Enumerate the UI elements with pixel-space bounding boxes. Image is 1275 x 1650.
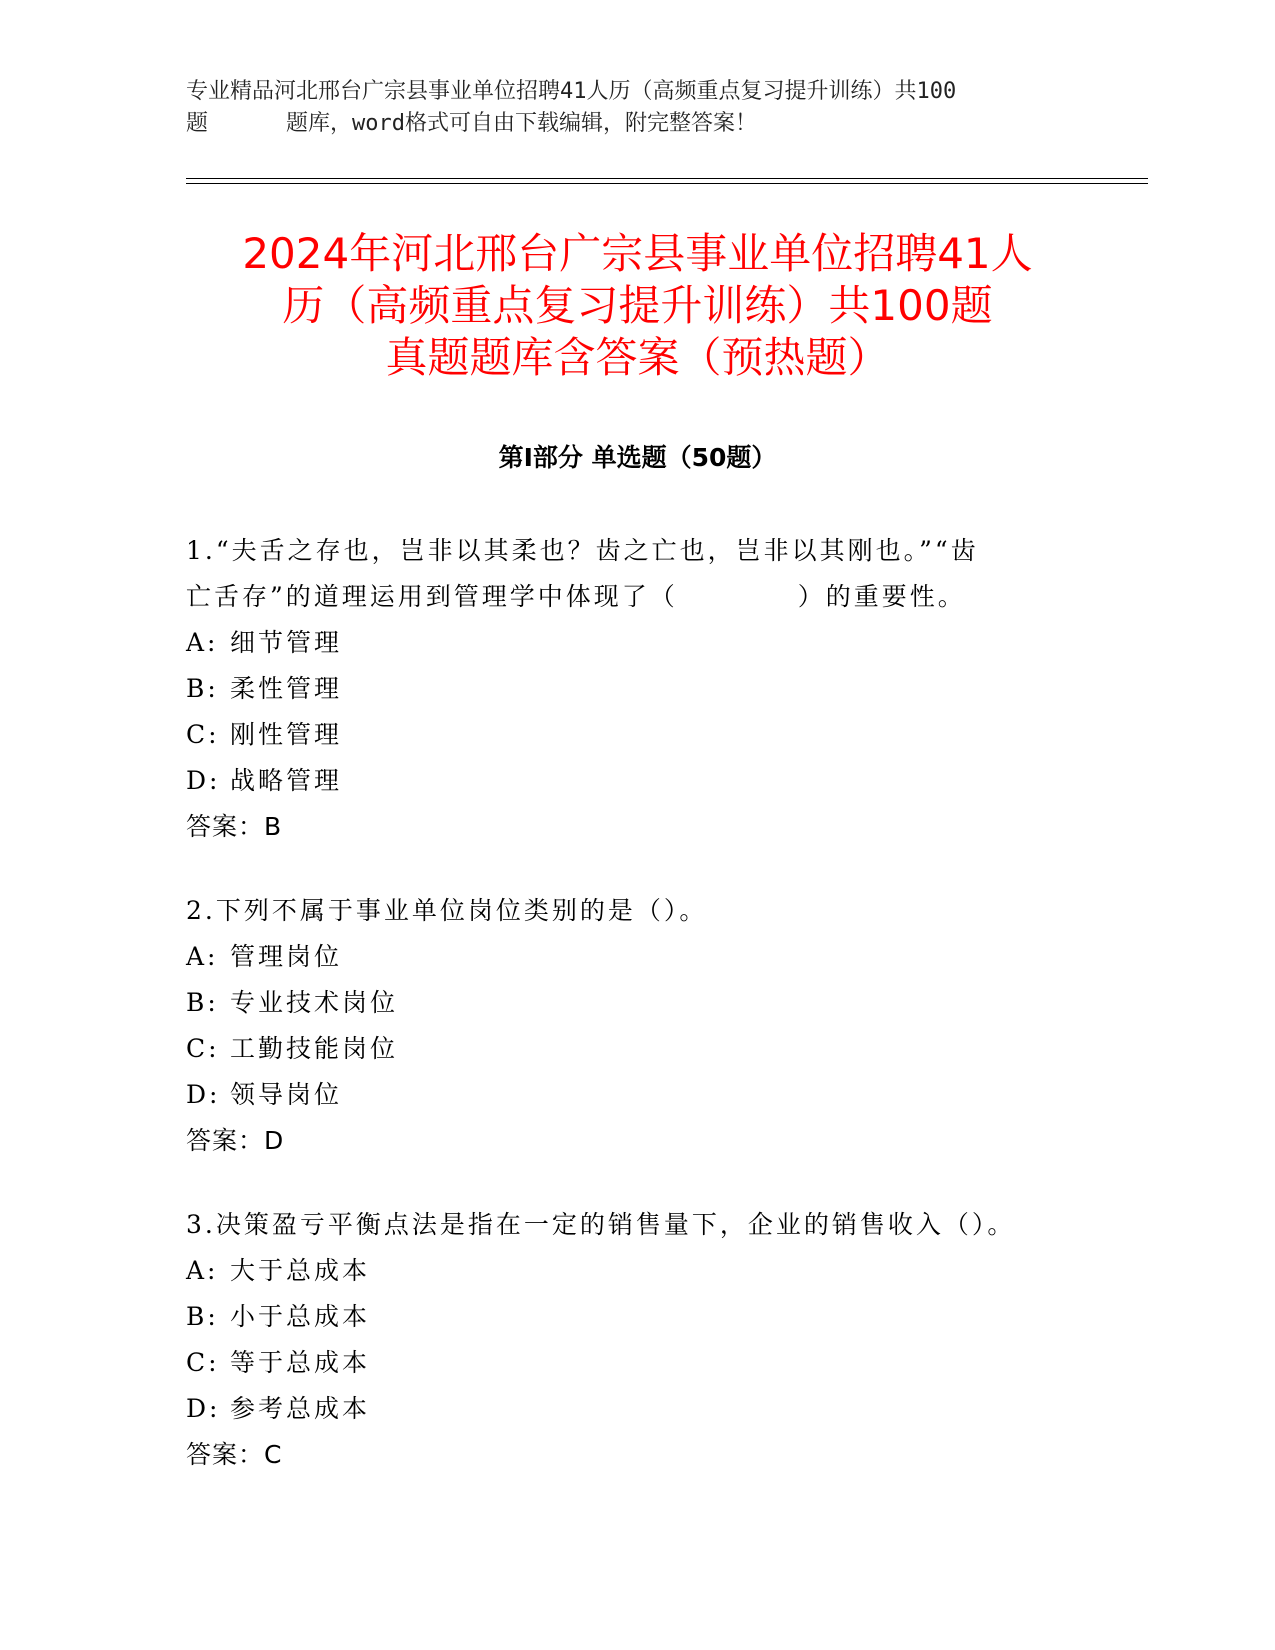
header-line-2-start: 题 (186, 111, 209, 136)
question-2-option-d (186, 1072, 1066, 1118)
option-text: 领导岗位 (230, 1080, 343, 1109)
option-text: 大于总成本 (230, 1256, 371, 1285)
question-3-option-a (186, 1248, 1066, 1294)
option-letter: B: (186, 674, 219, 703)
option-text: 战略管理 (230, 766, 343, 795)
question-1-answer: 答案：B (186, 812, 283, 841)
question-2-option-a (186, 934, 1066, 980)
option-text: 管理岗位 (230, 942, 343, 971)
option-text: 工勤技能岗位 (230, 1034, 399, 1063)
header-line-2-rest: 题库，word格式可自由下载编辑，附完整答案！ (286, 111, 757, 136)
option-letter: D: (186, 1394, 221, 1423)
option-letter: A: (186, 628, 219, 657)
option-text: 参考总成本 (230, 1394, 371, 1423)
option-text: 小于总成本 (230, 1302, 371, 1331)
question-1-option-b (186, 666, 1066, 712)
option-letter: D: (186, 766, 221, 795)
question-3-option-d (186, 1386, 1066, 1432)
question-1-option-d (186, 758, 1066, 804)
option-letter: C: (186, 1348, 220, 1377)
question-2-option-c (186, 1026, 1066, 1072)
question-1-stem-line-1: 1.“夫舌之存也，岂非以其柔也？齿之亡也，岂非以其刚也。”“齿 (186, 536, 979, 565)
option-text: 专业技术岗位 (230, 988, 399, 1017)
option-letter: A: (186, 1256, 219, 1285)
header-line-1: 专业精品河北邢台广宗县事业单位招聘41人历（高频重点复习提升训练）共100 (186, 79, 957, 104)
question-3-stem: 3.决策盈亏平衡点法是指在一定的销售量下，企业的销售收入（）。 (186, 1210, 1016, 1239)
option-letter: B: (186, 988, 219, 1017)
question-3-option-c (186, 1340, 1066, 1386)
question-2-option-b (186, 980, 1066, 1026)
option-letter: A: (186, 942, 219, 971)
question-3-option-b (186, 1294, 1066, 1340)
header-rule-bottom (186, 183, 1148, 184)
question-3-answer: 答案：C (186, 1440, 283, 1469)
question-3 (186, 1202, 1066, 1478)
option-text: 等于总成本 (230, 1348, 371, 1377)
title-line-3: 真题题库含答案（预热题） (385, 333, 890, 382)
question-1-option-a (186, 620, 1066, 666)
page-header (186, 76, 1086, 140)
option-text: 刚性管理 (230, 720, 343, 749)
question-1 (186, 528, 1066, 850)
question-2-stem: 2.下列不属于事业单位岗位类别的是（）。 (186, 896, 708, 925)
option-letter: D: (186, 1080, 221, 1109)
option-letter: B: (186, 1302, 219, 1331)
document-title (150, 228, 1125, 384)
question-list (186, 528, 1066, 1516)
option-letter: C: (186, 1034, 220, 1063)
option-text: 柔性管理 (230, 674, 343, 703)
title-line-1: 2024年河北邢台广宗县事业单位招聘41人 (242, 229, 1033, 278)
question-1-stem-text: 亡舌存”的道理运用到管理学中体现了（ (186, 582, 678, 611)
question-2-answer: 答案：D (186, 1126, 285, 1155)
question-2 (186, 888, 1066, 1164)
header-line-2 (186, 108, 1086, 140)
option-text: 细节管理 (230, 628, 343, 657)
question-1-option-c (186, 712, 1066, 758)
option-letter: C: (186, 720, 220, 749)
question-1-stem-end: ）的重要性。 (797, 582, 966, 611)
title-line-2: 历（高频重点复习提升训练）共100题 (282, 281, 993, 330)
question-1-stem-line-2 (186, 574, 1066, 620)
section-title: 第Ⅰ部分 单选题（50题） (498, 443, 777, 472)
header-rule-top (186, 178, 1148, 179)
